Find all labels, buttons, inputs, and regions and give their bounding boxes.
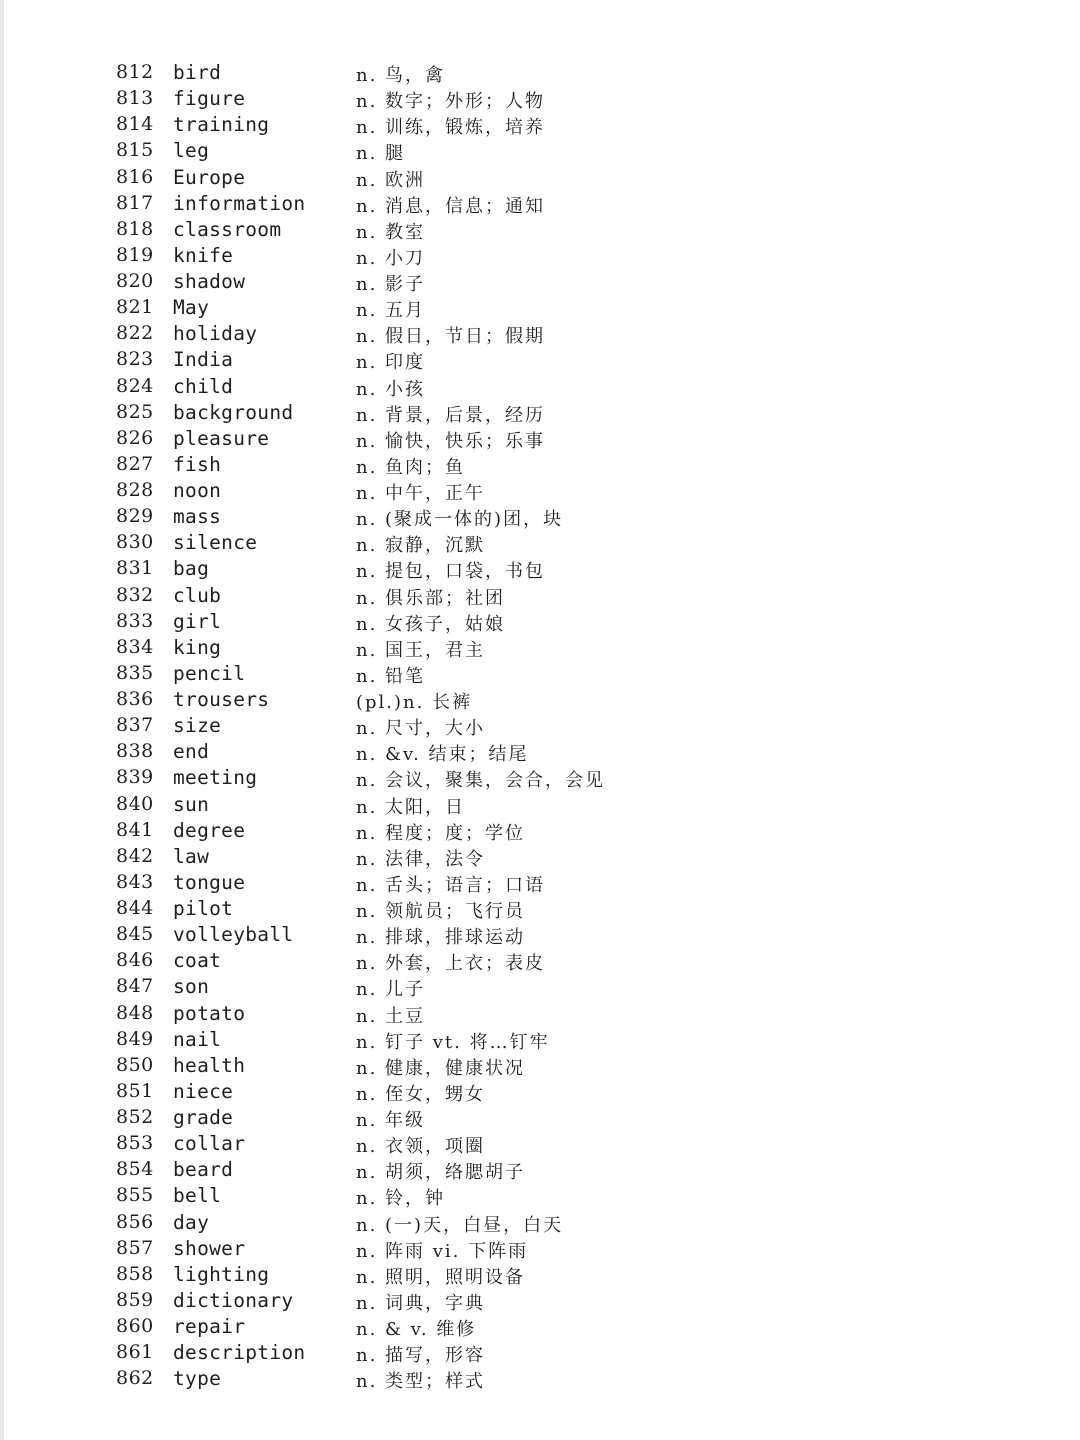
chinese-definition: n. 欧洲 xyxy=(356,169,426,191)
entry-number: 812 xyxy=(116,61,154,83)
vocab-row xyxy=(0,1341,1080,1367)
vocab-row xyxy=(0,427,1080,453)
english-word: law xyxy=(173,844,210,868)
vocab-row xyxy=(0,1054,1080,1080)
english-word: noon xyxy=(173,479,222,502)
vocab-row xyxy=(0,975,1080,1001)
vocab-row xyxy=(0,322,1080,348)
english-word: training xyxy=(173,113,270,137)
english-word: dictionary xyxy=(173,1288,294,1312)
vocab-row xyxy=(0,348,1080,374)
chinese-definition: n. 衣领，项圈 xyxy=(356,1136,486,1158)
chinese-definition: n. 照明，照明设备 xyxy=(356,1266,526,1288)
entry-number: 822 xyxy=(116,322,154,345)
english-word: shower xyxy=(173,1236,246,1260)
entry-number: 824 xyxy=(116,374,154,397)
english-word: pleasure xyxy=(173,426,270,450)
chinese-definition: n. 印度 xyxy=(356,352,426,374)
vocab-row xyxy=(0,1028,1080,1054)
chinese-definition: n. 领航员；飞行员 xyxy=(356,901,526,922)
entry-number: 826 xyxy=(116,426,154,449)
entry-number: 852 xyxy=(116,1106,154,1128)
english-word: fish xyxy=(173,452,222,476)
entry-number: 838 xyxy=(116,740,154,763)
entry-number: 846 xyxy=(116,949,154,972)
english-word: pilot xyxy=(173,897,234,920)
chinese-definition: (pl.)n. 长裤 xyxy=(356,692,473,713)
english-word: meeting xyxy=(173,766,258,790)
entry-number: 857 xyxy=(116,1236,154,1259)
vocab-row xyxy=(0,453,1080,479)
vocabulary-list xyxy=(0,61,1080,1393)
vocab-row xyxy=(0,139,1080,165)
vocab-row xyxy=(0,557,1080,583)
entry-number: 842 xyxy=(116,844,154,867)
vocab-row xyxy=(0,166,1080,192)
english-word: knife xyxy=(173,243,234,267)
chinese-definition: n. 健康，健康状况 xyxy=(356,1057,526,1079)
vocab-row xyxy=(0,1315,1080,1341)
chinese-definition: n. 土豆 xyxy=(356,1005,426,1027)
english-word: degree xyxy=(173,818,246,842)
english-word: pencil xyxy=(173,661,246,685)
chinese-definition: n. (聚成一体的)团，块 xyxy=(356,509,564,531)
entry-number: 858 xyxy=(116,1262,154,1285)
chinese-definition: n. 舌头；语言；口语 xyxy=(356,874,546,896)
chinese-definition: n. 背景，后景，经历 xyxy=(356,404,546,426)
english-word: end xyxy=(173,740,210,764)
chinese-definition: n. 铃，钟 xyxy=(356,1188,446,1210)
vocab-row xyxy=(0,819,1080,845)
chinese-definition: n. 钉子 vt. 将…钉牢 xyxy=(356,1031,550,1053)
vocab-row xyxy=(0,192,1080,218)
english-word: tongue xyxy=(173,870,246,894)
vocab-row xyxy=(0,949,1080,975)
entry-number: 828 xyxy=(116,479,154,501)
english-word: figure xyxy=(173,87,246,111)
chinese-definition: n. 外套，上衣；表皮 xyxy=(356,953,546,975)
english-word: description xyxy=(173,1341,306,1365)
chinese-definition: n. 排球，排球运动 xyxy=(356,927,526,949)
entry-number: 813 xyxy=(116,87,154,110)
vocab-row xyxy=(0,218,1080,244)
english-word: type xyxy=(173,1367,222,1391)
entry-number: 817 xyxy=(116,191,154,214)
vocab-row xyxy=(0,688,1080,714)
english-word: holiday xyxy=(173,322,258,346)
vocab-row xyxy=(0,296,1080,322)
vocab-row xyxy=(0,766,1080,792)
vocab-row xyxy=(0,1289,1080,1315)
chinese-definition: n. 太阳，日 xyxy=(356,796,466,818)
chinese-definition: n. 假日，节日；假期 xyxy=(356,326,546,348)
english-word: grade xyxy=(173,1106,234,1129)
chinese-definition: n. 腿 xyxy=(356,143,406,165)
english-word: coat xyxy=(173,949,222,973)
english-word: bird xyxy=(173,61,222,84)
vocab-row xyxy=(0,1106,1080,1132)
entry-number: 841 xyxy=(116,818,154,841)
vocab-row xyxy=(0,479,1080,505)
entry-number: 862 xyxy=(116,1367,154,1390)
vocab-row xyxy=(0,531,1080,557)
vocab-row xyxy=(0,113,1080,139)
entry-number: 855 xyxy=(116,1184,154,1207)
english-word: size xyxy=(173,714,222,738)
entry-number: 836 xyxy=(116,688,154,710)
vocab-row xyxy=(0,1158,1080,1184)
entry-number: 831 xyxy=(116,557,154,580)
vocab-row xyxy=(0,505,1080,531)
vocab-row xyxy=(0,401,1080,427)
chinese-definition: n. (一)天，白昼，白天 xyxy=(356,1214,564,1236)
vocab-row xyxy=(0,1237,1080,1263)
vocab-row xyxy=(0,1080,1080,1106)
vocab-row xyxy=(0,845,1080,871)
vocab-row xyxy=(0,244,1080,270)
english-word: son xyxy=(173,975,210,999)
english-word: volleyball xyxy=(173,923,294,947)
chinese-definition: n. &v. 结束；结尾 xyxy=(356,744,529,766)
chinese-definition: n. 消息，信息；通知 xyxy=(356,195,546,217)
chinese-definition: n. 胡须，络腮胡子 xyxy=(356,1162,526,1184)
english-word: potato xyxy=(173,1001,246,1025)
vocab-row xyxy=(0,1132,1080,1158)
chinese-definition: n. 训练，锻炼，培养 xyxy=(356,117,546,139)
entry-number: 819 xyxy=(116,243,154,266)
entry-number: 830 xyxy=(116,531,154,554)
vocab-row xyxy=(0,1002,1080,1028)
english-word: leg xyxy=(173,139,210,163)
entry-number: 833 xyxy=(116,609,154,632)
english-word: Europe xyxy=(173,165,246,189)
chinese-definition: n. 鸟，禽 xyxy=(356,65,446,86)
entry-number: 829 xyxy=(116,505,154,528)
entry-number: 818 xyxy=(116,217,154,240)
vocab-row xyxy=(0,662,1080,688)
entry-number: 850 xyxy=(116,1053,154,1076)
vocab-row xyxy=(0,61,1080,87)
chinese-definition: n. & v. 维修 xyxy=(356,1319,477,1340)
english-word: child xyxy=(173,374,234,398)
entry-number: 837 xyxy=(116,714,154,737)
entry-number: 848 xyxy=(116,1001,154,1024)
chinese-definition: n. 小孩 xyxy=(356,378,426,400)
english-word: bag xyxy=(173,557,210,581)
english-word: trousers xyxy=(173,688,270,711)
entry-number: 821 xyxy=(116,296,154,319)
english-word: mass xyxy=(173,505,222,529)
entry-number: 823 xyxy=(116,348,154,371)
chinese-definition: n. 鱼肉；鱼 xyxy=(356,456,466,478)
english-word: silence xyxy=(173,531,258,555)
vocab-row xyxy=(0,871,1080,897)
vocab-row xyxy=(0,375,1080,401)
english-word: sun xyxy=(173,792,210,816)
vocab-row xyxy=(0,610,1080,636)
entry-number: 825 xyxy=(116,400,154,423)
english-word: beard xyxy=(173,1158,234,1182)
entry-number: 843 xyxy=(116,870,154,893)
vocab-row xyxy=(0,636,1080,662)
vocab-row xyxy=(0,897,1080,923)
vocab-row xyxy=(0,714,1080,740)
entry-number: 847 xyxy=(116,975,154,998)
vocab-row xyxy=(0,1367,1080,1393)
english-word: nail xyxy=(173,1027,222,1051)
vocab-row xyxy=(0,740,1080,766)
chinese-definition: n. 会议，聚集，会合，会见 xyxy=(356,770,606,792)
vocab-row xyxy=(0,1211,1080,1237)
entry-number: 840 xyxy=(116,792,154,815)
chinese-definition: n. 俱乐部；社团 xyxy=(356,587,506,609)
chinese-definition: n. 程度；度；学位 xyxy=(356,822,526,844)
chinese-definition: n. 寂静，沉默 xyxy=(356,535,486,557)
chinese-definition: n. 数字；外形；人物 xyxy=(356,91,546,113)
entry-number: 859 xyxy=(116,1288,154,1311)
chinese-definition: n. 影子 xyxy=(356,274,426,295)
entry-number: 820 xyxy=(116,270,154,292)
english-word: health xyxy=(173,1053,246,1077)
vocab-row xyxy=(0,584,1080,610)
english-word: repair xyxy=(173,1315,246,1338)
chinese-definition: n. 阵雨 vi. 下阵雨 xyxy=(356,1240,529,1262)
chinese-definition: n. 铅笔 xyxy=(356,665,426,687)
vocab-row xyxy=(0,87,1080,113)
chinese-definition: n. 女孩子，姑娘 xyxy=(356,613,506,635)
chinese-definition: n. 尺寸，大小 xyxy=(356,718,486,740)
entry-number: 816 xyxy=(116,165,154,188)
english-word: shadow xyxy=(173,270,246,293)
entry-number: 827 xyxy=(116,452,154,475)
entry-number: 839 xyxy=(116,766,154,789)
chinese-definition: n. 词典，字典 xyxy=(356,1292,486,1314)
entry-number: 845 xyxy=(116,923,154,946)
english-word: collar xyxy=(173,1132,246,1156)
entry-number: 853 xyxy=(116,1132,154,1155)
entry-number: 844 xyxy=(116,897,154,919)
chinese-definition: n. 小刀 xyxy=(356,247,426,269)
english-word: information xyxy=(173,191,306,215)
english-word: lighting xyxy=(173,1262,270,1286)
english-word: niece xyxy=(173,1079,234,1103)
chinese-definition: n. 提包，口袋，书包 xyxy=(356,561,546,583)
entry-number: 856 xyxy=(116,1210,154,1233)
english-word: day xyxy=(173,1210,210,1234)
chinese-definition: n. 国王，君主 xyxy=(356,639,486,661)
vocab-row xyxy=(0,1184,1080,1210)
entry-number: 835 xyxy=(116,661,154,684)
english-word: classroom xyxy=(173,217,282,241)
entry-number: 860 xyxy=(116,1315,154,1337)
entry-number: 849 xyxy=(116,1027,154,1050)
chinese-definition: n. 描写，形容 xyxy=(356,1345,486,1367)
entry-number: 832 xyxy=(116,583,154,606)
english-word: India xyxy=(173,348,234,372)
entry-number: 834 xyxy=(116,635,154,658)
chinese-definition: n. 五月 xyxy=(356,300,426,322)
english-word: king xyxy=(173,635,222,659)
chinese-definition: n. 年级 xyxy=(356,1110,426,1131)
english-word: bell xyxy=(173,1184,222,1208)
chinese-definition: n. 法律，法令 xyxy=(356,848,486,870)
chinese-definition: n. 教室 xyxy=(356,221,426,243)
english-word: girl xyxy=(173,609,222,633)
entry-number: 851 xyxy=(116,1079,154,1102)
chinese-definition: n. 儿子 xyxy=(356,979,426,1001)
english-word: background xyxy=(173,400,294,424)
chinese-definition: n. 类型；样式 xyxy=(356,1371,486,1393)
vocab-row xyxy=(0,270,1080,296)
chinese-definition: n. 侄女，甥女 xyxy=(356,1083,486,1105)
entry-number: 854 xyxy=(116,1158,154,1181)
english-word: May xyxy=(173,296,210,320)
chinese-definition: n. 愉快，快乐；乐事 xyxy=(356,430,546,452)
chinese-definition: n. 中午，正午 xyxy=(356,483,486,504)
entry-number: 815 xyxy=(116,139,154,162)
entry-number: 814 xyxy=(116,113,154,136)
english-word: club xyxy=(173,583,222,607)
entry-number: 861 xyxy=(116,1341,154,1364)
vocab-row xyxy=(0,1263,1080,1289)
vocab-row xyxy=(0,793,1080,819)
vocab-row xyxy=(0,923,1080,949)
